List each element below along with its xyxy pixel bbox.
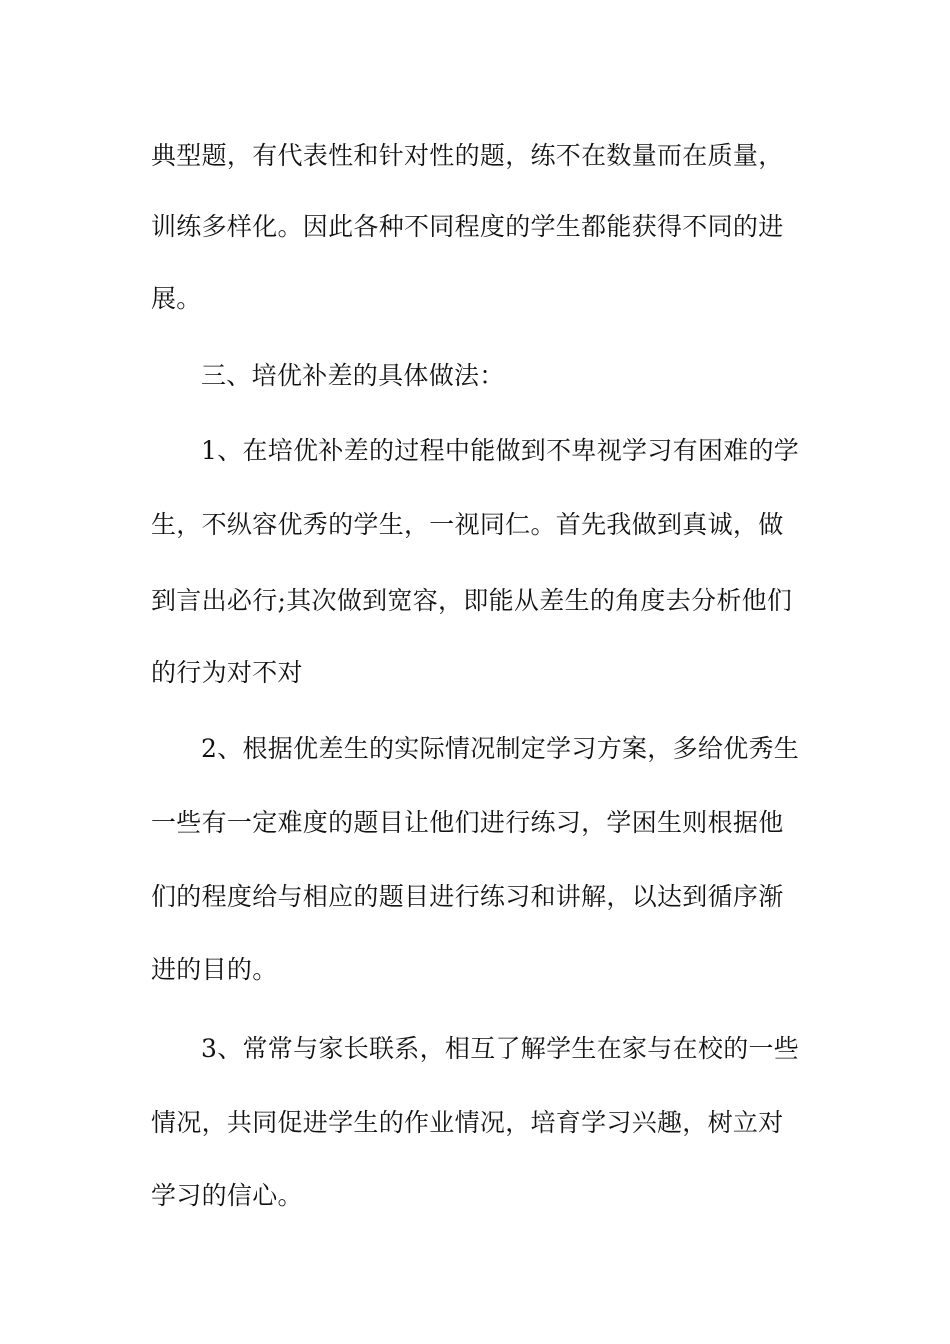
paragraph-line: 训练多样化。因此各种不同程度的学生都能获得不同的进 — [151, 212, 784, 241]
paragraph-line: 到言出必行;其次做到宽容，即能从差生的角度去分析他们 — [151, 586, 793, 615]
paragraph-line: 3、常常与家长联系，相互了解学生在家与在校的一些 — [201, 1034, 800, 1063]
paragraph-line: 典型题，有代表性和针对性的题，练不在数量而在质量， — [151, 141, 784, 170]
paragraph-line: 生，不纵容优秀的学生，一视同仁。首先我做到真诚，做 — [151, 510, 784, 539]
paragraph-line: 情况，共同促进学生的作业情况，培育学习兴趣，树立对 — [151, 1108, 784, 1137]
paragraph-line: 们的程度给与相应的题目进行练习和讲解，以达到循序渐 — [151, 882, 784, 911]
paragraph-line: 一些有一定难度的题目让他们进行练习，学困生则根据他 — [151, 808, 784, 837]
paragraph-line: 1、在培优补差的过程中能做到不卑视学习有困难的学 — [201, 436, 800, 465]
paragraph-line: 进的目的。 — [151, 955, 278, 984]
section-heading: 三、培优补差的具体做法： — [201, 361, 505, 390]
paragraph-line: 学习的信心。 — [151, 1181, 303, 1210]
paragraph-line: 展。 — [151, 284, 202, 313]
paragraph-line: 的行为对不对 — [151, 658, 303, 687]
paragraph-line: 2、根据优差生的实际情况制定学习方案，多给优秀生 — [201, 734, 800, 763]
